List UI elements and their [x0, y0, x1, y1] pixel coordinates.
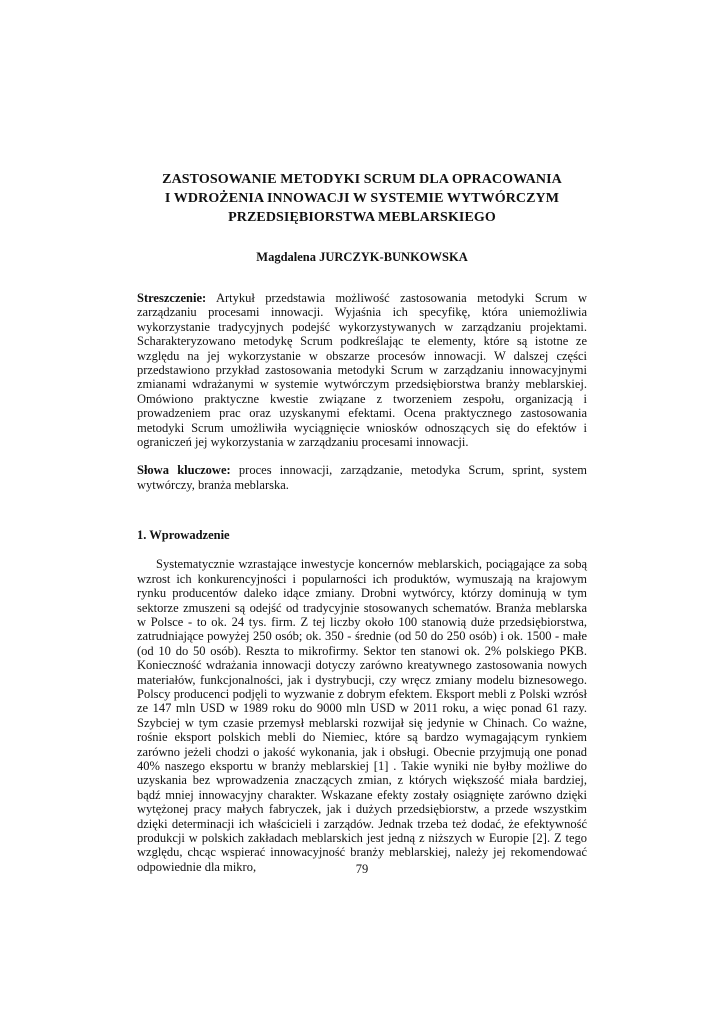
keywords: [137, 463, 587, 492]
abstract-text: Artykuł przedstawia możliwość zastosowania metodyki Scrum w zarządzaniu procesami innowacji. Wyjaśnia ich specyfikę, która uniemożliwia wykorzystanie tradycyjnych podejść wykorzystywanych w zarządzaniu projektami. Scharakteryzowano metodykę Scrum podkreślając te elementy, które są istotne ze względu na jej wykorzystanie w obszarze procesów innowacji. W dalszej części przedstawiono przykład zastosowania metodyki Scrum w zarządzaniu innowacyjnymi zmianami wdrażanymi w systemie wytwórczym przedsiębiorstwa branży meblarskiej. Omówiono praktyczne kwestie związane z tworzeniem zespołu, organizacją i prowadzeniem prac oraz uzyskanymi efektami. Ocena praktycznego zastosowania metodyki Scrum umożliwiła wyciągnięcie wniosków odnoszących się do efektów i ograniczeń jej wykorzystania w zarządzaniu procesami innowacji.: [137, 291, 587, 450]
abstract-label: Streszczenie:: [137, 291, 207, 305]
section-heading: 1. Wprowadzenie: [137, 528, 230, 543]
page-content: [137, 170, 587, 874]
abstract: [137, 291, 587, 449]
title-line-2: I WDROŻENIA INNOWACJI W SYSTEMIE WYTWÓRCZYM: [164, 191, 560, 206]
title-line-3: PRZEDSIĘBIORSTWA MEBLARSKIEGO: [228, 210, 496, 225]
section-body-text: Systematycznie wzrastające inwestycje koncernów meblarskich, pociągające za sobą wzrost ich konkurencyjności i popularności ich produktów, wymuszają na krajowym rynku producentów daleko idące zmiany. Drobni wytwórcy, którzy dominują w tym sektorze zmuszeni są odejść od tradycyjnie stosowanych schematów. Branża meblarska w Polsce - to ok. 24 tys. firm. Z tej liczby około 100 stanowią duże przedsiębiorstwa, zatrudniające powyżej 250 osób; ok. 350 - średnie (od 50 do 250 osób) i ok. 1500 - małe (od 10 do 50 osób). Reszta to mikrofirmy. Sektor ten stanowi ok. 2% polskiego PKB. Konieczność wdrażania innowacji dotyczy zarówno kreatywnego zastosowania nowych materiałów, funkcjonalności, jak i dystrybucji, czy wręcz zmiany modelu biznesowego. Polscy producenci podjęli to wyzwanie z dobrym efektem. Eksport mebli z Polski wzrósł ze 147 mln USD w 1989 roku do 9000 mln USD w 2011 roku, a więc ponad 61 razy. Szybciej w tym czasie przemysł meblarski rozwijał się jedynie w Chinach. Co ważne, rośnie eksport polskich mebli do Niemiec, które są bardzo wymagającym rynkiem zarówno jeżeli chodzi o jakość wykonania, jak i obsługi. Obecnie przyjmują one ponad 40% naszego eksportu w branży meblarskiej [1] . Takie wyniki nie byłby możliwe do uzyskania bez wprowadzenia znaczących zmian, z których większość miała bardziej, bądź mniej innowacyjny charakter. Wskazane efekty zostały osiągnięte zarówno dzięki wytężonej pracy małych fabryczek, jak i dużych przedsiębiorstw, a przede wszystkim dzięki determinacji ich właścicieli i zarządów. Jednak trzeba też dodać, że efektywność produkcji w polskich zakładach meblarskich jest jedną z niższych w Europie [2]. Z tego względu, chcąc wspierać innowacyjność branży meblarskiej, należy jej rekomendować odpowiednie dla mikro,: [137, 557, 587, 874]
paper-title: [137, 170, 587, 227]
keywords-text: proces innowacji, zarządzanie, metodyka Scrum, sprint, system wytwórczy, branża meblarska.: [137, 463, 587, 492]
page-number: 79: [355, 862, 369, 876]
author-name: Magdalena JURCZYK-BUNKOWSKA: [256, 250, 468, 264]
title-line-1: ZASTOSOWANIE METODYKI SCRUM DLA OPRACOWANIA: [162, 172, 562, 187]
keywords-label: Słowa kluczowe:: [137, 463, 231, 478]
